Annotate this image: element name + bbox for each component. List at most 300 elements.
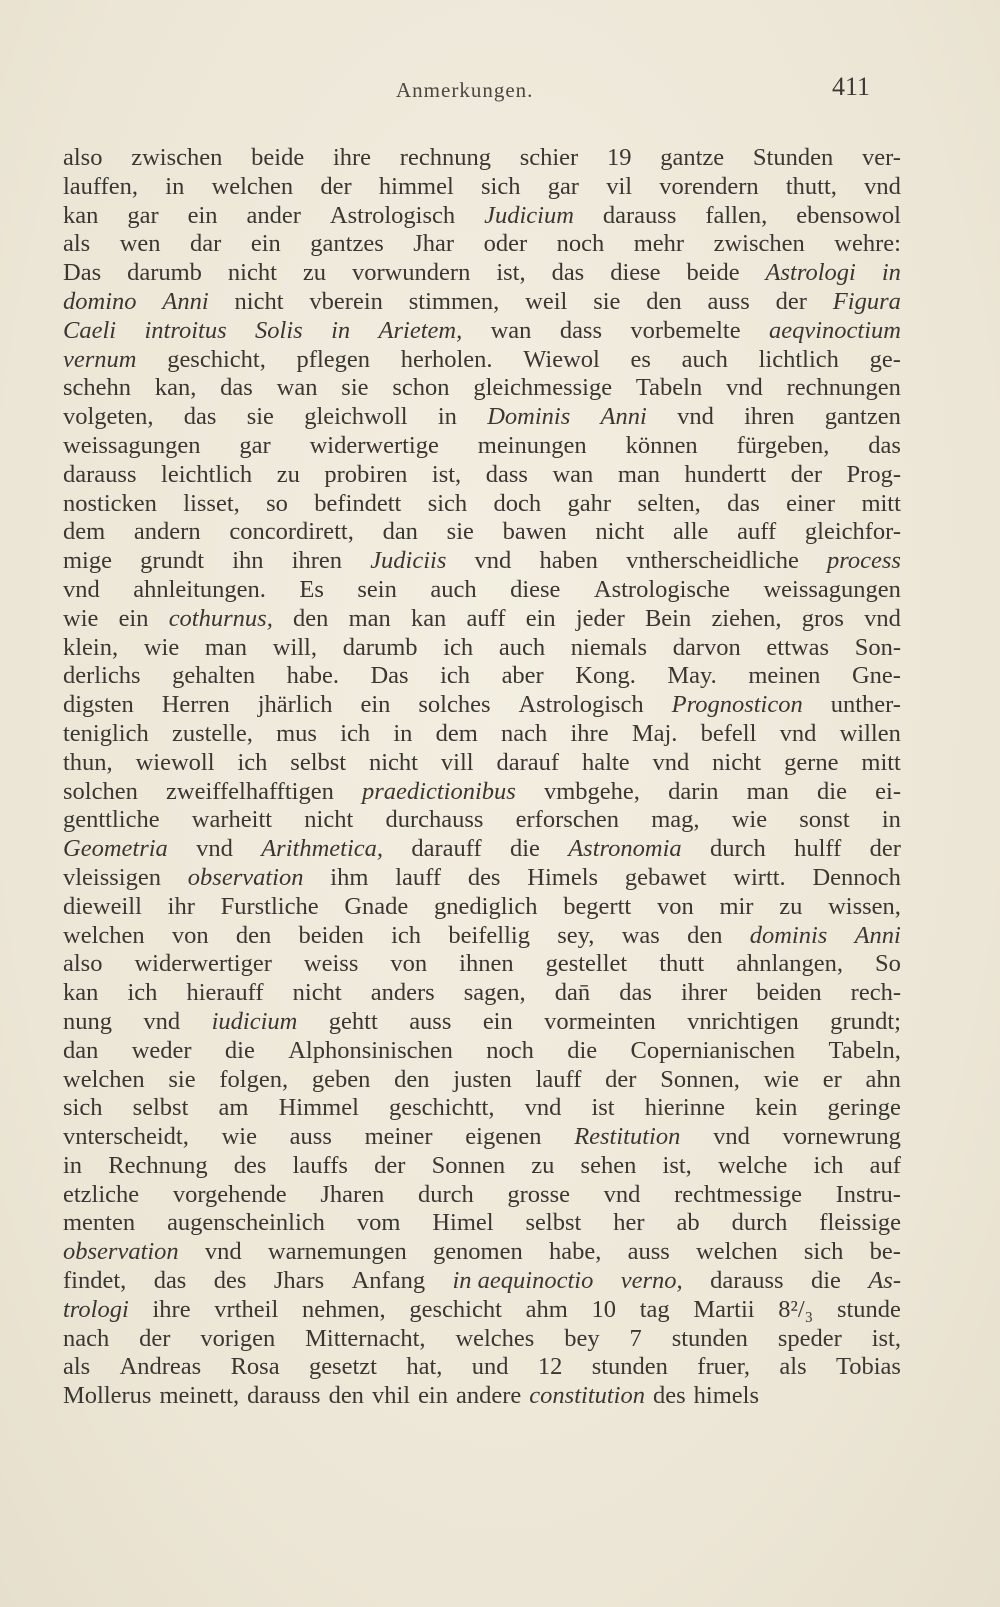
word: der: [790, 460, 823, 488]
word: sie: [593, 287, 621, 315]
word: Anfang: [351, 1267, 426, 1295]
word: etzliche: [63, 1180, 140, 1208]
word: warheitt: [191, 806, 273, 834]
word: vnd: [726, 374, 763, 402]
text-line: [63, 202, 901, 231]
word: sonst: [799, 806, 850, 834]
text-line: [63, 634, 901, 663]
word: noch: [486, 1036, 534, 1064]
word: vorbemelte: [630, 316, 741, 344]
word: welches: [455, 1324, 535, 1352]
word: ich: [237, 748, 268, 776]
word: anders: [370, 979, 435, 1007]
word: nicht: [595, 518, 645, 546]
word: auff: [466, 604, 506, 632]
text-line: [63, 1296, 901, 1325]
word: sie: [246, 403, 274, 431]
word: vnd: [63, 575, 100, 603]
word: vnd: [652, 748, 690, 776]
word: auss: [707, 287, 750, 315]
word: vom: [356, 1209, 401, 1237]
word: sagen,: [463, 979, 526, 1007]
text-line: [63, 835, 901, 864]
word: ein: [482, 1007, 513, 1035]
word: schier: [519, 144, 579, 171]
word: zustelle,: [171, 719, 253, 747]
word: darin: [668, 777, 719, 805]
word: vnd: [143, 1007, 181, 1035]
word: der: [605, 1065, 637, 1093]
word: nosticken: [63, 489, 157, 517]
word: ich: [127, 979, 158, 1007]
word: darauf: [496, 748, 560, 776]
word: ihren: [744, 403, 795, 431]
word: Mollerus: [63, 1382, 152, 1410]
text-line: [63, 346, 901, 375]
word: erforschen: [515, 806, 620, 834]
word: mige: [63, 547, 112, 575]
word: ich: [813, 1151, 844, 1179]
text-line: [63, 547, 901, 576]
word: das: [153, 1267, 187, 1295]
word: beiden: [756, 979, 822, 1007]
word: vorgehende: [172, 1180, 287, 1208]
word: Jharen: [320, 1180, 385, 1208]
word: zu: [276, 460, 300, 488]
text-line: [63, 432, 901, 461]
word: ihren: [291, 547, 343, 575]
word: thutt: [659, 950, 705, 978]
word: selbst: [525, 1209, 582, 1237]
word: und: [471, 1353, 509, 1381]
word: Bein: [644, 604, 692, 632]
word: Caeli: [63, 316, 117, 344]
word: habe,: [548, 1238, 602, 1266]
word: beide: [251, 144, 305, 171]
word: was: [621, 921, 660, 949]
word: ihrer: [680, 979, 728, 1007]
word: meiner: [364, 1123, 433, 1151]
word: weder: [131, 1036, 192, 1064]
word: grundt: [140, 547, 205, 575]
word: Tabeln: [635, 374, 703, 402]
word: praedictionibus: [362, 777, 516, 805]
word: ein: [418, 1382, 448, 1410]
text-line: [63, 403, 901, 432]
word: be-: [869, 1238, 901, 1266]
text-line: [63, 461, 901, 490]
word: halte: [581, 748, 630, 776]
word: wirtt.: [733, 863, 786, 891]
word: gestellet: [545, 950, 628, 978]
word: grosse: [507, 1180, 570, 1208]
word: her: [613, 1209, 645, 1237]
word: Es: [299, 575, 324, 603]
word: leichtlich: [161, 460, 253, 488]
word: gebawet: [624, 863, 707, 891]
word: gehalten: [172, 662, 256, 690]
word: May.: [667, 662, 717, 690]
word: thutt,: [785, 172, 837, 200]
word: zweiffelhafftigen: [166, 777, 334, 805]
word: mehr: [633, 230, 685, 258]
word: kan: [63, 979, 99, 1007]
word: Anni: [600, 403, 647, 431]
word: wen: [119, 230, 161, 258]
word: vorwundern: [351, 259, 471, 287]
word: nicht: [227, 259, 277, 287]
word: dan̄: [554, 979, 591, 1007]
word: ahm: [525, 1295, 568, 1323]
word: hat,: [406, 1353, 443, 1381]
word: als: [779, 1353, 807, 1381]
word: ist: [591, 1094, 615, 1122]
text-line: [63, 691, 901, 720]
word: Furstliche: [220, 892, 319, 920]
word: Himels: [527, 863, 599, 891]
word: aber: [501, 662, 544, 690]
word: fruer,: [697, 1353, 751, 1381]
word: zwischen: [131, 144, 223, 171]
word: am: [218, 1094, 249, 1122]
word: diese: [510, 575, 561, 603]
word: Anni: [162, 287, 209, 315]
word: haben: [539, 547, 598, 575]
word: welchen: [63, 1065, 145, 1093]
word: gesetzt: [308, 1353, 377, 1381]
word: vernum: [63, 345, 137, 373]
word: vnterscheidt,: [63, 1123, 189, 1151]
word: ein: [525, 604, 556, 632]
word: den: [235, 921, 272, 949]
word: 7: [629, 1324, 642, 1352]
word: der: [374, 1151, 406, 1179]
word: mitt: [861, 748, 901, 776]
word: solches: [418, 691, 491, 719]
word: lisset,: [183, 489, 240, 517]
word: beifellig: [448, 921, 530, 949]
text-line: [63, 317, 901, 346]
word: Stunden: [752, 144, 834, 171]
word: wie: [221, 1123, 257, 1151]
word: befell: [700, 719, 757, 747]
word: Astrologisch: [329, 201, 456, 229]
word: dan: [382, 518, 418, 546]
word: niemals: [570, 633, 647, 661]
word: darumb: [127, 259, 202, 287]
word: sich: [427, 489, 468, 517]
word: augenscheinlich: [167, 1209, 325, 1237]
word: vnd: [603, 1180, 641, 1208]
word: Rosa: [230, 1353, 280, 1381]
word: teniglich: [63, 719, 149, 747]
word: nicht: [712, 748, 762, 776]
word: ahnleitungen.: [133, 575, 266, 603]
text-line: [63, 662, 901, 691]
word: ebensowol: [796, 201, 901, 229]
word: ein: [360, 691, 391, 719]
word: welchen: [63, 921, 145, 949]
word: in: [881, 806, 901, 834]
word: oder: [483, 230, 528, 258]
word: fallen,: [705, 201, 768, 229]
word: vnd: [779, 719, 817, 747]
text-line: [63, 950, 901, 979]
word: vnd: [677, 403, 714, 431]
word: eigenen: [465, 1123, 542, 1151]
word: Gne-: [851, 662, 901, 690]
word: Jhars: [273, 1267, 325, 1295]
word: So: [875, 950, 901, 978]
word: wie: [63, 604, 99, 632]
word: Mitternacht,: [305, 1324, 426, 1352]
word: des: [233, 1151, 267, 1179]
word: das: [727, 489, 760, 517]
word: ist,: [871, 1324, 901, 1352]
word: die: [224, 1036, 255, 1064]
word: tag: [639, 1295, 670, 1323]
word: als: [63, 1353, 91, 1381]
word: 19: [606, 144, 632, 171]
word: verno,: [620, 1267, 683, 1295]
word: zwischen: [713, 230, 805, 258]
word: welchen: [211, 172, 294, 200]
word: der: [869, 835, 901, 863]
word: geschicht,: [167, 345, 266, 373]
word: stunden: [591, 1353, 668, 1381]
word: also: [63, 144, 103, 171]
word: in: [331, 316, 351, 344]
word: findet,: [63, 1267, 127, 1295]
word: rech-: [850, 979, 901, 1007]
word: Herren: [161, 691, 230, 719]
word: sehen: [580, 1151, 637, 1179]
word: wie: [143, 633, 180, 661]
word: Dennoch: [812, 863, 901, 891]
word: vrtheil: [214, 1295, 279, 1323]
text-line: [63, 1209, 901, 1238]
word: gar: [127, 201, 159, 229]
word: wehre:: [834, 230, 901, 258]
word: gleichmessige: [473, 374, 613, 402]
word: mitt: [861, 489, 901, 517]
word: jhärlich: [257, 691, 333, 719]
word: ist,: [662, 1151, 692, 1179]
word: genomen: [432, 1238, 523, 1266]
word: Son-: [854, 633, 901, 661]
word: ab: [676, 1209, 700, 1237]
word: gerne: [784, 748, 839, 776]
word: beide: [686, 259, 740, 287]
word: himels: [693, 1382, 760, 1410]
word: auff: [737, 518, 777, 546]
word: Maj.: [631, 719, 678, 747]
word: darauss: [63, 460, 137, 488]
word: stunden: [671, 1324, 748, 1352]
word: hundertt: [684, 460, 767, 488]
word: dar: [190, 230, 222, 258]
word: Anni: [854, 921, 901, 949]
word: folgen,: [219, 1065, 289, 1093]
word: selten,: [637, 489, 701, 517]
word: ich: [443, 633, 474, 661]
word: von: [390, 950, 428, 978]
word: nicht: [304, 806, 354, 834]
word: Tabeln,: [828, 1036, 901, 1064]
word: vill: [440, 748, 474, 776]
word: dan: [63, 1036, 99, 1064]
word: ist,: [431, 460, 462, 488]
text-line: [63, 518, 901, 547]
word: observation: [187, 863, 304, 891]
word: der: [775, 287, 807, 315]
word: mus: [276, 719, 317, 747]
word: lauffen,: [63, 172, 139, 200]
page-number: 411: [832, 72, 871, 101]
word: geschicht: [409, 1295, 502, 1323]
word: dem: [63, 518, 106, 546]
word: Sonnen,: [660, 1065, 740, 1093]
word: gnediglich: [434, 892, 538, 920]
word: Astrologisch: [518, 691, 644, 719]
word: die: [810, 1267, 841, 1295]
word: bawen: [502, 518, 567, 546]
running-head: Anmerkungen.: [396, 78, 534, 102]
word: durch: [709, 835, 766, 863]
word: stunde: [836, 1295, 901, 1323]
word: sich: [803, 1238, 844, 1266]
word: habe.: [286, 662, 339, 690]
word: gantzes: [310, 230, 384, 258]
word: nicht: [234, 287, 284, 315]
word: domino: [63, 287, 137, 315]
word: Astrologische: [593, 575, 730, 603]
word: beiden: [298, 921, 364, 949]
word: nach: [501, 719, 548, 747]
word: vhil: [371, 1382, 411, 1410]
text-line: [63, 259, 901, 288]
word: das: [551, 259, 585, 287]
word: Figura: [832, 287, 901, 315]
word: dass: [485, 460, 528, 488]
word: Jhar: [413, 230, 455, 258]
word: die: [567, 1036, 598, 1064]
word: Instru-: [835, 1180, 901, 1208]
word: Geometria: [63, 835, 168, 863]
text-line: [63, 490, 901, 519]
word: noch: [556, 230, 605, 258]
word: Arithmetica,: [261, 835, 383, 863]
word: ziehen,: [711, 604, 782, 632]
word: zu: [531, 1151, 555, 1179]
word: man: [617, 460, 660, 488]
word: meinen: [748, 662, 821, 690]
word: Alphonsinischen: [288, 1036, 453, 1064]
word: Himel: [432, 1209, 494, 1237]
text-line: [63, 1238, 901, 1267]
word: kan,: [154, 374, 197, 402]
word: geben: [311, 1065, 371, 1093]
text-line: [63, 144, 901, 173]
word: auch: [681, 345, 728, 373]
word: volgeten,: [63, 403, 154, 431]
word: widerwertiger: [134, 950, 272, 978]
text-line: [63, 1094, 901, 1123]
word: nung: [63, 1007, 112, 1035]
word: selbst: [290, 748, 347, 776]
word: des: [213, 1267, 247, 1295]
word: den: [646, 287, 682, 315]
word: darvon: [672, 633, 741, 661]
text-line: [63, 1325, 901, 1354]
word: von: [171, 921, 209, 949]
word: gar: [547, 172, 579, 200]
word: ahn: [865, 1065, 901, 1093]
word: genttliche: [63, 806, 160, 834]
word: gros: [801, 604, 844, 632]
word: man: [348, 604, 391, 632]
word: vorigen: [200, 1324, 276, 1352]
word: Solis: [255, 316, 303, 344]
word: Wiewol: [523, 345, 600, 373]
word: also: [63, 950, 103, 978]
word: fleissige: [819, 1209, 901, 1237]
word: derlichs: [63, 662, 141, 690]
word: ihr: [167, 892, 195, 920]
word: gantze: [660, 144, 725, 171]
word: in: [63, 1151, 83, 1179]
word: jeder: [575, 604, 625, 632]
word: sie: [446, 518, 474, 546]
text-line: [63, 576, 901, 605]
word: ihn: [232, 547, 264, 575]
word: ver-: [861, 144, 901, 171]
word: auss: [627, 1238, 670, 1266]
word: dominis: [749, 921, 828, 949]
word: rechnung: [399, 144, 491, 171]
word: weiss: [303, 950, 359, 978]
word: Dominis: [487, 403, 571, 431]
word: den: [687, 921, 723, 949]
word: sey,: [557, 921, 595, 949]
word: schon: [392, 374, 450, 402]
word: concordirett,: [229, 518, 354, 546]
word: durch: [417, 1180, 474, 1208]
text-line: [63, 230, 901, 259]
word: Martii: [693, 1295, 755, 1323]
word: hierinne: [644, 1094, 726, 1122]
word: darauss: [710, 1267, 784, 1295]
text-line: [63, 864, 901, 893]
word: alle: [673, 518, 709, 546]
word: ihre: [152, 1295, 191, 1323]
word: Astronomia: [568, 835, 682, 863]
text-line: [63, 173, 901, 202]
word: wie: [731, 806, 768, 834]
word: cothurnus,: [168, 604, 273, 632]
word: ich: [340, 719, 371, 747]
word: Judicium: [484, 201, 574, 229]
word: das: [619, 979, 652, 1007]
word: auss: [289, 1123, 332, 1151]
word: ander: [246, 201, 301, 229]
text-line: [63, 288, 901, 317]
word: vnrichtigen: [687, 1007, 799, 1035]
word: den: [328, 1382, 364, 1410]
word: wan: [276, 374, 318, 402]
word: schehn: [63, 374, 132, 402]
word: Gnade: [344, 892, 409, 920]
